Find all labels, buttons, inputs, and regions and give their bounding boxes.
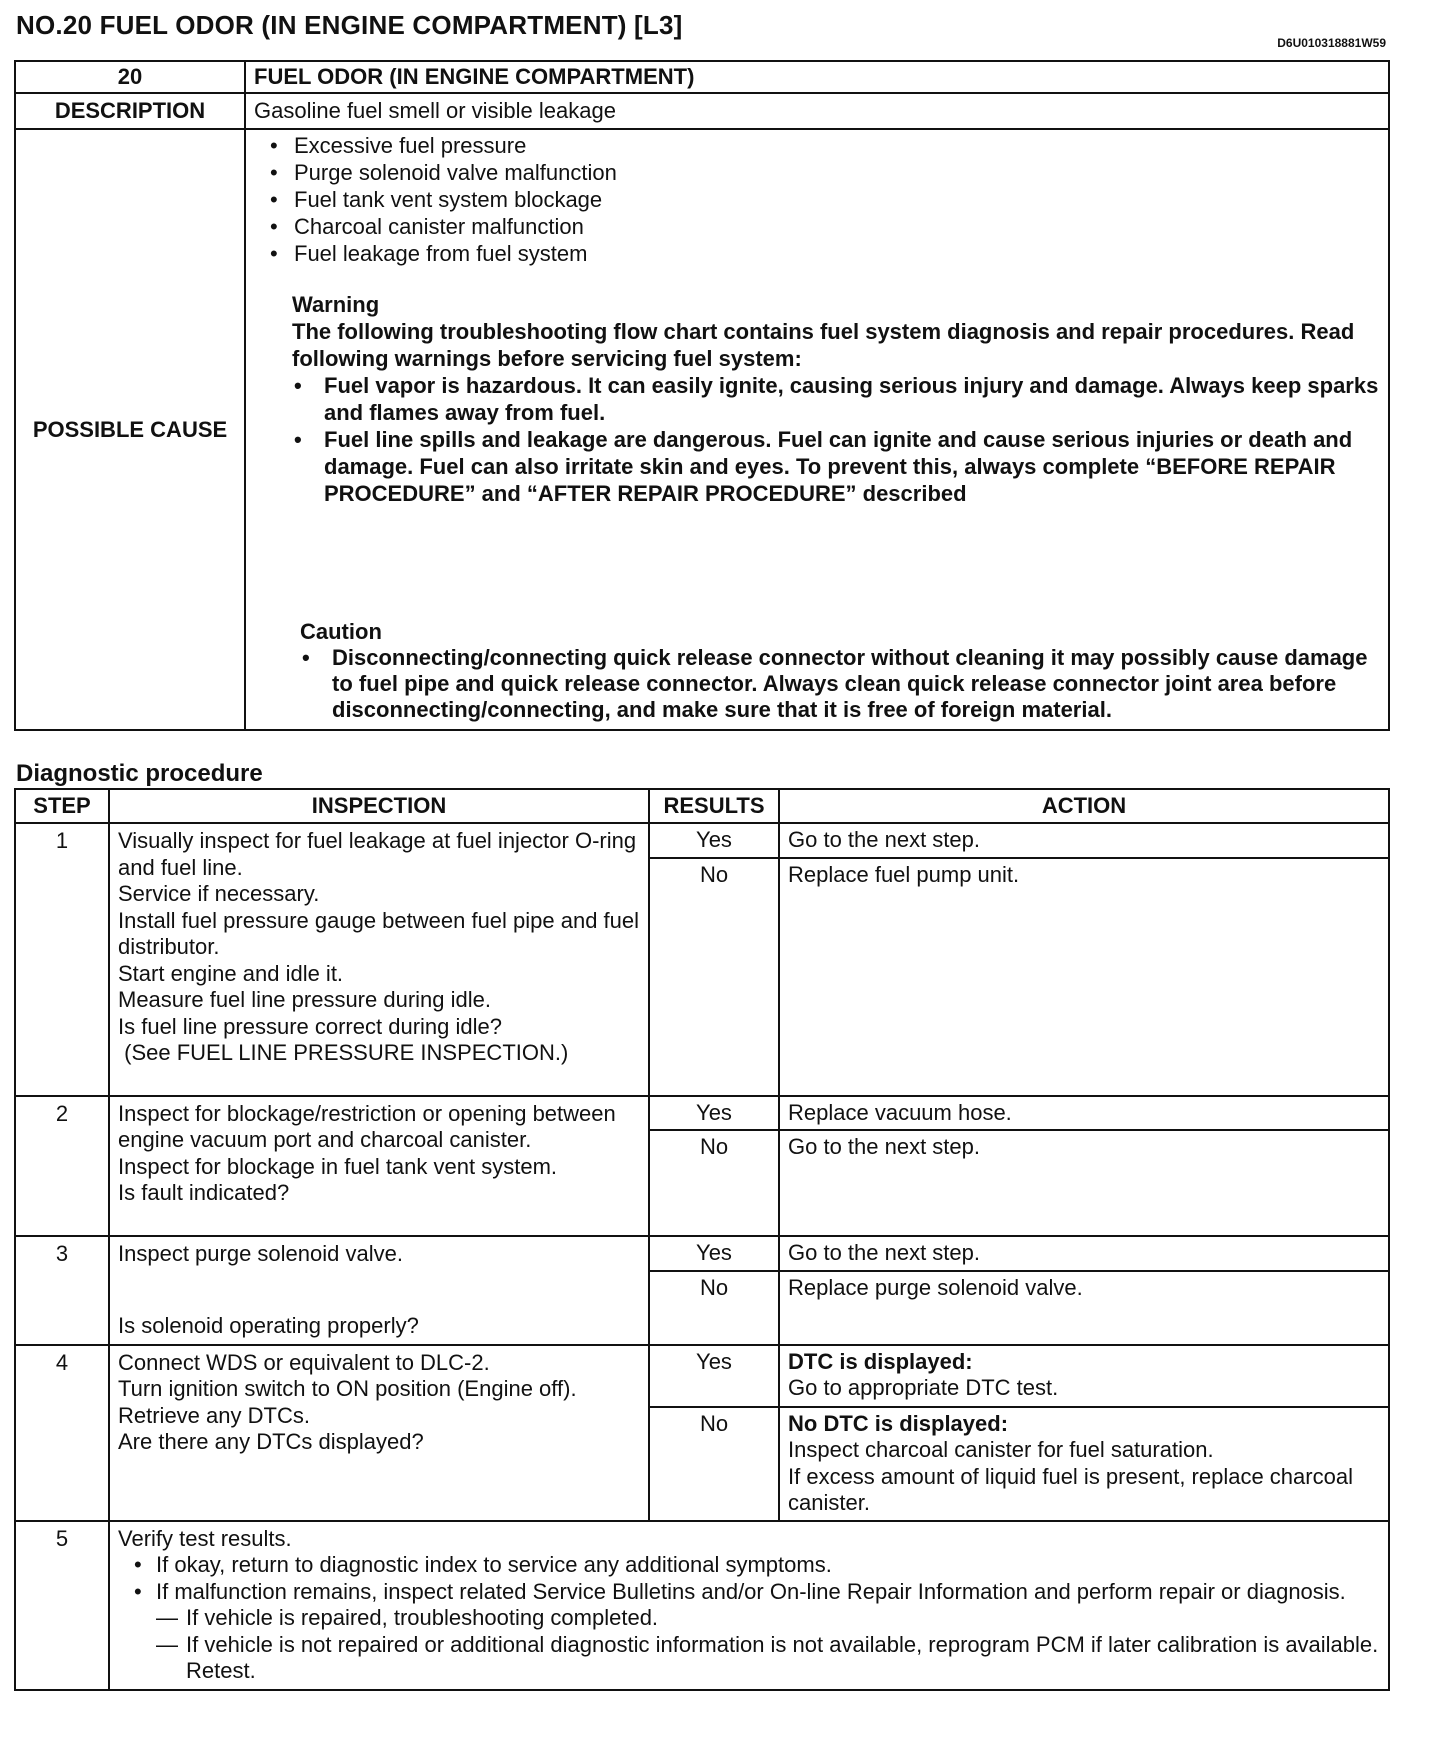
possible-cause-content (245, 129, 1389, 730)
column-header-action: ACTION (779, 789, 1389, 823)
possible-cause-label: POSSIBLE CAUSE (15, 129, 245, 730)
table-row (15, 1345, 1389, 1407)
action-no: Go to the next step. (779, 1130, 1389, 1236)
table-row (15, 1521, 1389, 1690)
inspection-line: Inspect for blockage in fuel tank vent system. (118, 1153, 558, 1179)
page-title: NO.20 FUEL ODOR (IN ENGINE COMPARTMENT) [L3] (16, 10, 683, 40)
diagnostic-heading: Diagnostic procedure (16, 760, 263, 787)
description-row (15, 93, 1389, 129)
table-row (15, 823, 1389, 858)
step-number: 2 (15, 1096, 109, 1237)
list-item (128, 1579, 1380, 1685)
verify-cell (109, 1521, 1389, 1690)
warning-list (292, 372, 1380, 507)
inspection-line: Is solenoid operating properly? (118, 1313, 419, 1338)
action-no (779, 1407, 1389, 1521)
result-no: No (649, 858, 779, 1096)
list-item: • Excessive fuel pressure (264, 132, 1380, 159)
inspection-cell (109, 1345, 649, 1521)
inspection-line: Connect WDS or equivalent to DLC-2. (118, 1349, 490, 1375)
caution-block (300, 619, 1380, 723)
inspection-cell (109, 823, 649, 1096)
list-item: — If vehicle is not repaired or additional diagnostic information is not available, reprogram PCM if later calibration is available. Retest. (156, 1632, 1380, 1685)
description-label: DESCRIPTION (15, 93, 245, 129)
inspection-line: Service if necessary. (118, 881, 320, 906)
symptom-table (14, 60, 1390, 731)
description-text: Gasoline fuel smell or visible leakage (245, 93, 1389, 129)
result-no: No (649, 1130, 779, 1236)
inspection-line: Turn ignition switch to ON position (Engine off). (118, 1376, 577, 1401)
symptom-header-row (15, 61, 1389, 93)
inspection-line: Is fuel line pressure correct during idle? (118, 1013, 502, 1039)
action-yes (779, 1345, 1389, 1407)
inspection-line: Install fuel pressure gauge between fuel pipe and fuel distributor. (118, 907, 640, 959)
action-yes: Go to the next step. (779, 1236, 1389, 1271)
diagnostic-table (14, 788, 1390, 1691)
caution-title: Caution (300, 619, 382, 644)
table-row (15, 1096, 1389, 1131)
list-item: • Disconnecting/connecting quick release connector without cleaning it may possibly cause damage to fuel pipe and quick release connector. Always clean quick release connector joint area before disconnecting/connecting, and make sure that it is free of foreign material. (300, 645, 1380, 723)
column-header-inspection: INSPECTION (109, 789, 649, 823)
action-no: Replace purge solenoid valve. (779, 1271, 1389, 1345)
inspection-cell (109, 1096, 649, 1237)
step-number: 4 (15, 1345, 109, 1521)
inspection-cell (109, 1236, 649, 1345)
action-yes: Replace vacuum hose. (779, 1096, 1389, 1131)
column-header-step: STEP (15, 789, 109, 823)
action-no: Replace fuel pump unit. (779, 858, 1389, 1096)
result-yes: Yes (649, 1236, 779, 1271)
warning-title: Warning (292, 292, 380, 317)
warning-intro: The following troubleshooting flow chart contains fuel system diagnosis and repair procedures. Read following warnings before servicing fuel system: (292, 319, 1355, 371)
diagnostic-header-row (15, 789, 1389, 823)
inspection-line: Start engine and idle it. (118, 960, 344, 986)
list-item: • If okay, return to diagnostic index to service any additional symptoms. (128, 1552, 1380, 1579)
step-number: 3 (15, 1236, 109, 1345)
action-heading: No DTC is displayed: (788, 1410, 1009, 1436)
possible-cause-row (15, 129, 1389, 730)
list-item: • Charcoal canister malfunction (264, 213, 1380, 240)
action-line: Inspect charcoal canister for fuel saturation. (788, 1437, 1214, 1462)
list-item: • Fuel vapor is hazardous. It can easily ignite, causing serious injury and damage. Always keep sparks and flames away from fuel. (292, 372, 1380, 426)
verify-line: Verify test results. (118, 1525, 292, 1551)
table-row (15, 1236, 1389, 1271)
result-no: No (649, 1407, 779, 1521)
column-header-results: RESULTS (649, 789, 779, 823)
list-item: • Fuel line spills and leakage are dangerous. Fuel can ignite and cause serious injuries or death and damage. Fuel can also irritate skin and eyes. To prevent this, always complete “BEFORE REPAIR PROCEDURE” and “AFTER REPAIR PROCEDURE” described (292, 426, 1380, 507)
warning-block (292, 291, 1380, 507)
list-item: • Purge solenoid valve malfunction (264, 159, 1380, 186)
step-number: 1 (15, 823, 109, 1096)
cause-list (254, 132, 1380, 267)
list-item-text: • If malfunction remains, inspect related Service Bulletins and/or On-line Repair Information and perform repair or diagnosis. (156, 1578, 1346, 1604)
result-yes: Yes (649, 1096, 779, 1131)
step-number: 5 (15, 1521, 109, 1690)
inspection-line: Inspect purge solenoid valve. (118, 1241, 403, 1266)
result-yes: Yes (649, 1345, 779, 1407)
list-item: — If vehicle is repaired, troubleshooting completed. (156, 1605, 1380, 1632)
action-line: If excess amount of liquid fuel is present, replace charcoal canister. (788, 1463, 1353, 1515)
action-line: Go to appropriate DTC test. (788, 1375, 1059, 1400)
sub-list (156, 1605, 1380, 1685)
symptom-name: FUEL ODOR (IN ENGINE COMPARTMENT) (245, 61, 1389, 93)
inspection-line: Inspect for blockage/restriction or opening between engine vacuum port and charcoal canister. (118, 1100, 616, 1152)
result-yes: Yes (649, 823, 779, 858)
inspection-line: Retrieve any DTCs. (118, 1402, 310, 1428)
caution-list (300, 645, 1380, 723)
inspection-line: Is fault indicated? (118, 1180, 290, 1205)
action-heading: DTC is displayed: (788, 1348, 973, 1374)
inspection-line: Visually inspect for fuel leakage at fuel injector O-ring and fuel line. (118, 828, 637, 880)
inspection-line: (See FUEL LINE PRESSURE INSPECTION.) (118, 1040, 569, 1065)
list-item: • Fuel tank vent system blockage (264, 186, 1380, 213)
document-code: D6U010318881W59 (1277, 36, 1386, 50)
inspection-line: Measure fuel line pressure during idle. (118, 987, 491, 1012)
symptom-number: 20 (15, 61, 245, 93)
list-item: • Fuel leakage from fuel system (264, 240, 1380, 267)
result-no: No (649, 1271, 779, 1345)
action-yes: Go to the next step. (779, 823, 1389, 858)
verify-list (118, 1552, 1380, 1685)
inspection-line: Are there any DTCs displayed? (118, 1429, 424, 1454)
